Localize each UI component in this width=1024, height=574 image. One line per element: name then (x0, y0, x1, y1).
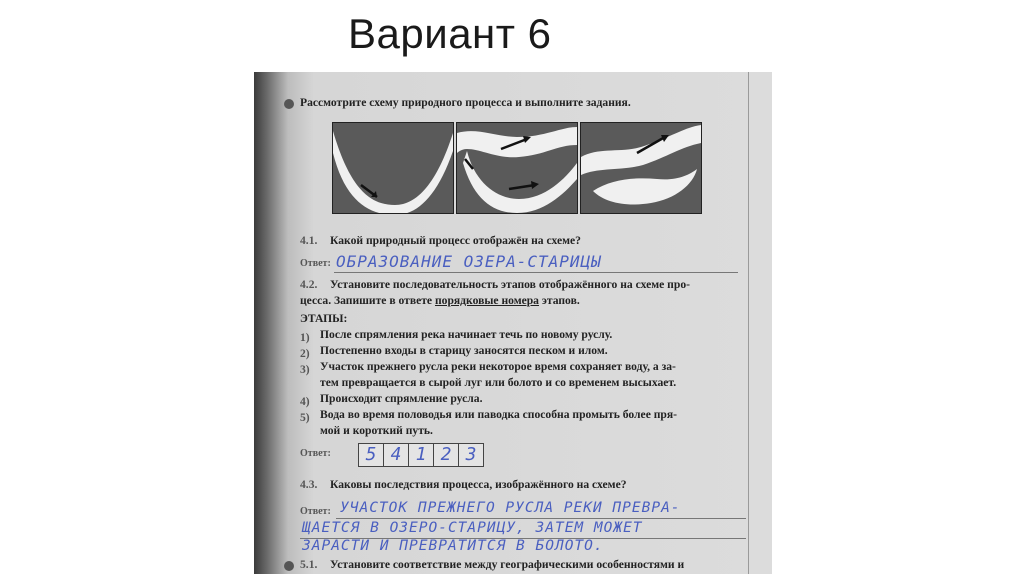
question-4-2-emphasis: порядковые номера (434, 294, 539, 307)
answer-label-4-1: Ответ: (300, 258, 331, 269)
answer-digit: 1 (415, 444, 427, 465)
answer-4-3-rule-1 (336, 518, 746, 519)
diagram-stage-3 (580, 122, 702, 214)
stage-item (300, 408, 678, 426)
question-4-2-line-2-post: этапов. (541, 294, 580, 307)
question-5-1-number: 5.1. (300, 558, 318, 571)
diagram-stage-1 (332, 122, 454, 214)
stage-text: тем превращается в сырой луг или болото и со временем высыхает. (320, 376, 677, 389)
stage-number: 2) (300, 347, 310, 360)
answer-box-5 (458, 443, 484, 467)
question-5-1: Установите соответствие между географическими особенностями и (330, 558, 685, 571)
stage-number: 5) (300, 411, 310, 424)
task-number-bullet (284, 99, 294, 109)
stage-text: Участок прежнего русла реки некоторое время сохраняет воду, а за- (320, 360, 676, 373)
answer-label-4-2: Ответ: (300, 448, 331, 459)
answer-box-2 (383, 443, 409, 467)
question-4-2-line-2 (300, 294, 580, 307)
question-4-2-number: 4.2. (300, 278, 318, 291)
diagram-stage-2 (456, 122, 578, 214)
slide-title: Вариант 6 (348, 10, 552, 57)
scanned-worksheet (254, 72, 772, 574)
task-intro: Рассмотрите схему природного процесса и выполните задания. (300, 96, 631, 109)
answer-digit: 2 (440, 444, 452, 465)
question-4-1: Какой природный процесс отображён на схеме? (330, 234, 581, 247)
answer-digit: 4 (390, 444, 402, 465)
answer-4-1-handwritten: ОБРАЗОВАНИЕ ОЗЕРА-СТАРИЦЫ (336, 252, 602, 271)
stages-heading: ЭТАПЫ: (300, 312, 348, 325)
answer-4-3-line-3: ЗАРАСТИ И ПРЕВРАТИТСЯ В БОЛОТО. (302, 538, 604, 554)
question-4-2-line-2-pre: цесса. Запишите в ответе (300, 294, 433, 307)
question-4-2-line-1: Установите последовательность этапов отображённого на схеме про- (330, 278, 690, 291)
stage-number: 3) (300, 363, 310, 376)
stage-item (300, 360, 676, 378)
stage-text: Происходит спрямление русла. (320, 392, 483, 405)
task-number-bullet (284, 561, 294, 571)
question-4-3-number: 4.3. (300, 478, 318, 491)
question-4-3: Каковы последствия процесса, изображённого на схеме? (330, 478, 627, 491)
stage-number: 4) (300, 395, 310, 408)
stage-text: Вода во время половодья или паводка способна промыть более пря- (320, 408, 678, 421)
stage-text: Постепенно входы в старицу заносятся песком и илом. (320, 344, 608, 357)
stage-text: После спрямления река начинает течь по новому руслу. (320, 328, 613, 341)
stage-number: 1) (300, 331, 310, 344)
answer-4-3-line-1: УЧАСТОК ПРЕЖНЕГО РУСЛА РЕКИ ПРЕВРА- (340, 500, 681, 516)
answer-4-1-line (334, 272, 738, 273)
answer-4-3-line-2: ЩАЕТСЯ В ОЗЕРО-СТАРИЦУ, ЗАТЕМ МОЖЕТ (302, 520, 643, 536)
page-margin-line (748, 72, 749, 574)
stage-text: мой и короткий путь. (320, 424, 433, 437)
answer-box-4 (433, 443, 459, 467)
answer-label-4-3: Ответ: (300, 506, 331, 517)
question-4-1-number: 4.1. (300, 234, 318, 247)
answer-box-1 (358, 443, 384, 467)
answer-box-3 (408, 443, 434, 467)
answer-digit: 5 (365, 444, 377, 465)
answer-digit: 3 (465, 444, 477, 465)
